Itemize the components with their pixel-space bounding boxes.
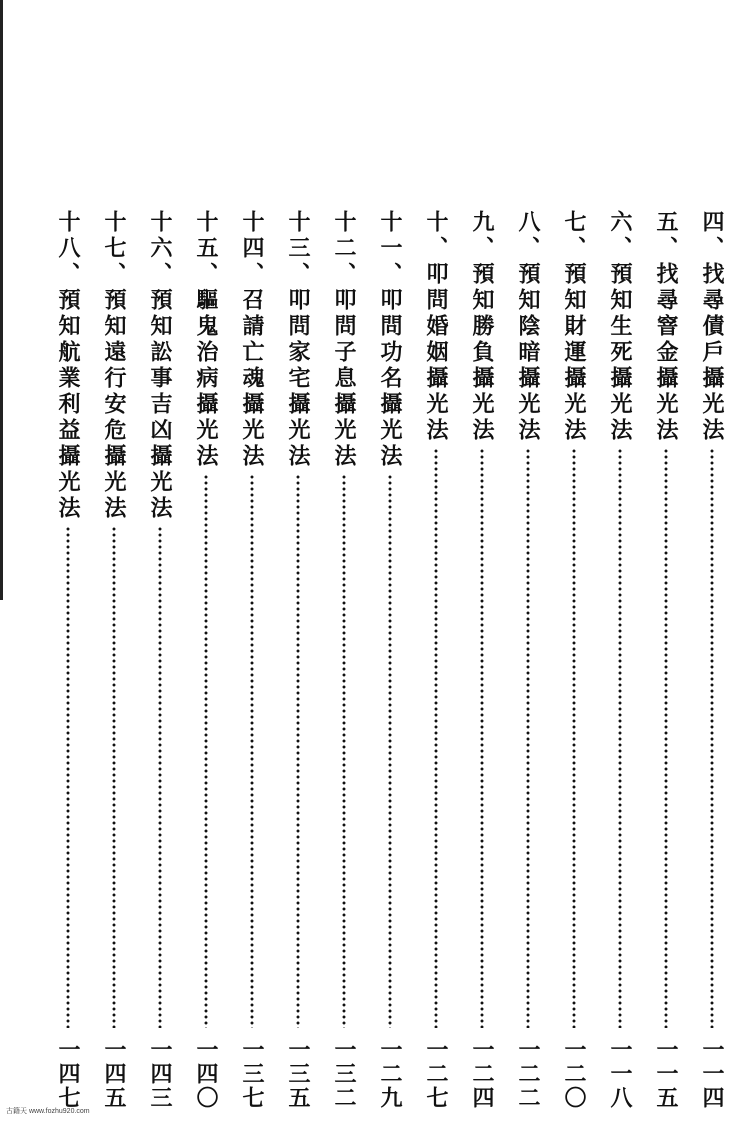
table-of-contents <box>50 210 730 1110</box>
toc-dot-leader <box>664 448 668 1028</box>
toc-entry[interactable] <box>234 210 270 1110</box>
toc-dot-leader <box>526 448 530 1028</box>
toc-dot-leader <box>572 448 576 1028</box>
toc-dot-leader <box>250 474 254 1028</box>
toc-entry-title: 九、預知勝負攝光法 <box>469 210 495 444</box>
toc-entry-title: 十六、預知訟事吉凶攝光法 <box>147 210 173 522</box>
toc-entry[interactable] <box>96 210 132 1110</box>
page-scan-edge <box>0 0 3 600</box>
toc-entry-page: 一四〇 <box>193 1038 219 1110</box>
toc-entry-page: 一一四 <box>699 1038 725 1110</box>
toc-entry-page: 一二〇 <box>561 1038 587 1110</box>
toc-entry[interactable] <box>326 210 362 1110</box>
toc-entry-title: 十一、叩問功名攝光法 <box>377 210 403 470</box>
toc-entry-page: 一一五 <box>653 1038 679 1110</box>
toc-entry-page: 一三五 <box>285 1038 311 1110</box>
toc-entry-page: 一三七 <box>239 1038 265 1110</box>
toc-entry[interactable] <box>280 210 316 1110</box>
toc-entry-title: 八、預知陰暗攝光法 <box>515 210 541 444</box>
toc-entry-page: 一二二 <box>515 1038 541 1110</box>
toc-entry-title: 十二、叩問子息攝光法 <box>331 210 357 470</box>
toc-dot-leader <box>342 474 346 1028</box>
toc-entry-title: 十七、預知遠行安危攝光法 <box>101 210 127 522</box>
toc-entry[interactable] <box>464 210 500 1110</box>
toc-entry-page: 一四三 <box>147 1038 173 1110</box>
toc-entry-title: 六、預知生死攝光法 <box>607 210 633 444</box>
toc-entry-page: 一二九 <box>377 1038 403 1110</box>
toc-entry[interactable] <box>694 210 730 1110</box>
toc-dot-leader <box>480 448 484 1028</box>
toc-dot-leader <box>204 474 208 1028</box>
toc-entry[interactable] <box>418 210 454 1110</box>
toc-entry[interactable] <box>648 210 684 1110</box>
toc-entry-page: 一四五 <box>101 1038 127 1110</box>
toc-entry-page: 一四七 <box>55 1038 81 1110</box>
toc-entry-page: 一三二 <box>331 1038 357 1110</box>
watermark-text: 古籍天 www.fozhu920.com <box>6 1108 90 1115</box>
toc-entry-title: 十三、叩問家宅攝光法 <box>285 210 311 470</box>
toc-entry[interactable] <box>556 210 592 1110</box>
toc-entry[interactable] <box>602 210 638 1110</box>
toc-dot-leader <box>112 526 116 1028</box>
toc-dot-leader <box>618 448 622 1028</box>
toc-entry[interactable] <box>510 210 546 1110</box>
toc-entry-title: 七、預知財運攝光法 <box>561 210 587 444</box>
toc-entry[interactable] <box>372 210 408 1110</box>
toc-entry-page: 一一八 <box>607 1038 633 1110</box>
toc-entry-page: 一二七 <box>423 1038 449 1110</box>
toc-entry-title: 四、找尋債戶攝光法 <box>699 210 725 444</box>
toc-entry-title: 十八、預知航業利益攝光法 <box>55 210 81 522</box>
toc-entry[interactable] <box>142 210 178 1110</box>
toc-entry-page: 一二四 <box>469 1038 495 1110</box>
toc-dot-leader <box>710 448 714 1028</box>
toc-entry-title: 十、叩問婚姻攝光法 <box>423 210 449 444</box>
toc-entry-title: 五、找尋窨金攝光法 <box>653 210 679 444</box>
toc-dot-leader <box>296 474 300 1028</box>
toc-entry-title: 十五、驅鬼治病攝光法 <box>193 210 219 470</box>
toc-entry-title: 十四、召請亡魂攝光法 <box>239 210 265 470</box>
toc-dot-leader <box>158 526 162 1028</box>
toc-dot-leader <box>66 526 70 1028</box>
toc-entry[interactable] <box>188 210 224 1110</box>
toc-dot-leader <box>434 448 438 1028</box>
toc-entry[interactable] <box>50 210 86 1110</box>
toc-dot-leader <box>388 474 392 1028</box>
